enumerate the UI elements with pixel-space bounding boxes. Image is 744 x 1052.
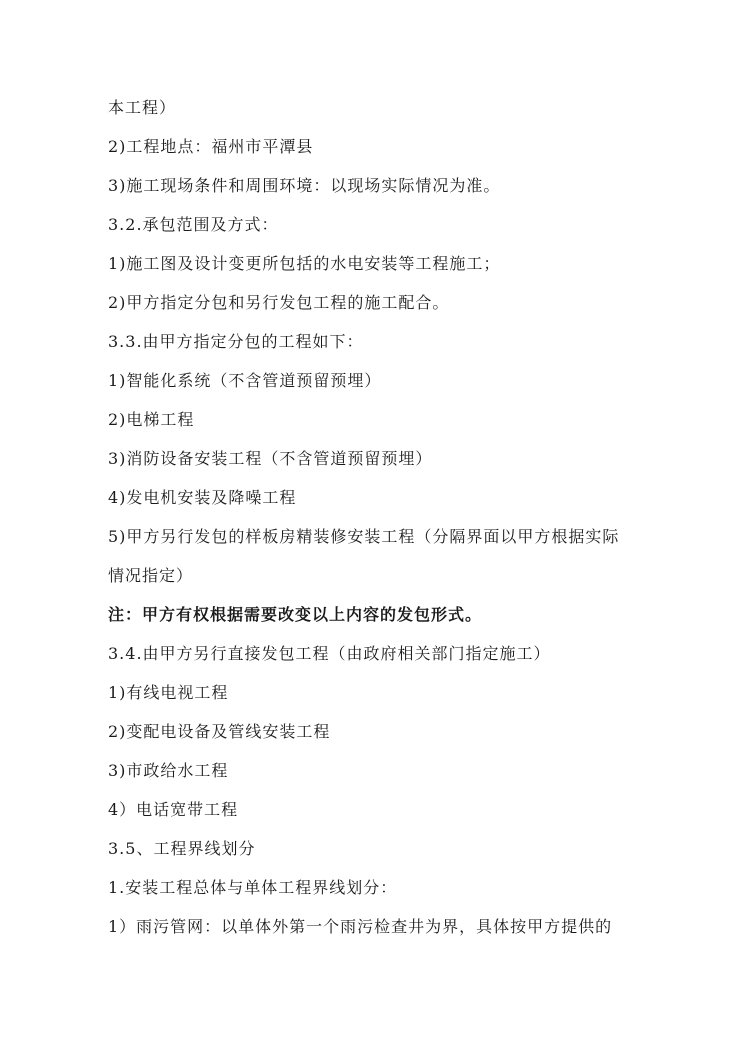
subsection-heading: 1.安装工程总体与单体工程界线划分：	[108, 878, 398, 897]
section-heading: 3.5、工程界线划分	[108, 839, 256, 858]
text-line: 1)施工图及设计变更所包括的水电安装等工程施工；	[108, 254, 501, 273]
list-item: 3)消防设备安装工程（不含管道预留预埋）	[108, 449, 433, 468]
list-item: 1)有线电视工程	[108, 683, 229, 702]
list-item: 3)市政给水工程	[108, 761, 229, 780]
text-line: 2)甲方指定分包和另行发包工程的施工配合。	[108, 293, 450, 312]
text-line: 3)施工现场条件和周围环境：以现场实际情况为准。	[108, 176, 501, 195]
text-line: 本工程）	[108, 98, 177, 117]
list-item: 2)变配电设备及管线安装工程	[108, 722, 331, 741]
section-heading: 3.4.由甲方另行直接发包工程（由政府相关部门指定施工）	[108, 644, 551, 663]
list-item: 1)智能化系统（不含管道预留预埋）	[108, 371, 382, 390]
section-heading: 3.3.由甲方指定分包的工程如下：	[108, 332, 364, 351]
section-heading: 3.2.承包范围及方式：	[108, 215, 279, 234]
list-item: 4）电话宽带工程	[108, 800, 239, 819]
list-item-continuation: 情况指定）	[108, 566, 194, 585]
text-line: 2)工程地点：福州市平潭县	[108, 137, 314, 156]
list-item: 1）雨污管网：以单体外第一个雨污检查井为界，具体按甲方提供的	[108, 917, 613, 936]
document-body	[108, 88, 648, 946]
list-item: 4)发电机安装及降噪工程	[108, 488, 297, 507]
list-item: 5)甲方另行发包的样板房精装修安装工程（分隔界面以甲方根据实际	[108, 527, 620, 546]
note-text: 注：甲方有权根据需要改变以上内容的发包形式。	[108, 605, 483, 624]
list-item: 2)电梯工程	[108, 410, 195, 429]
